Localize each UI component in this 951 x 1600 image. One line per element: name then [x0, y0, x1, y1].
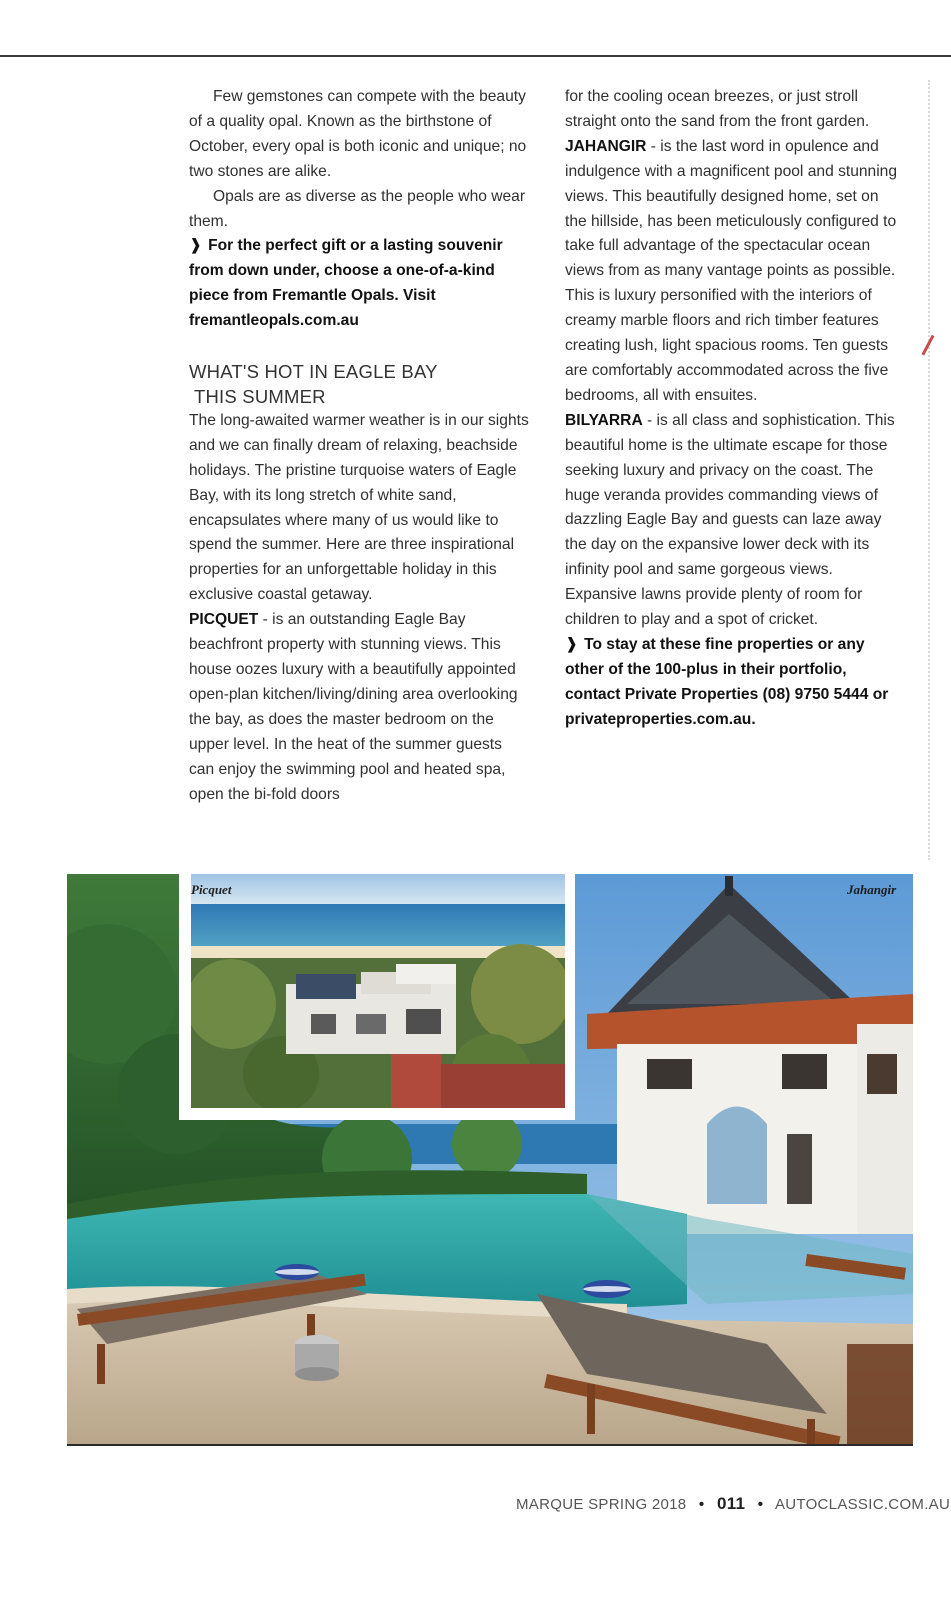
website-url: AUTOCLASSIC.COM.AU — [774, 1496, 951, 1513]
opals-paragraph: Opals are as diverse as the people who wear them. — [189, 187, 526, 230]
private-properties-callout-text: To stay at these fine properties or any other of the 100-plus in their portfolio, contact Private Properties (08) 9750 5444 or privateproperties.com.au. — [565, 635, 889, 728]
picquet-paragraph — [189, 608, 529, 807]
page-number: 011 — [716, 1494, 746, 1513]
page-footer — [516, 1494, 950, 1514]
intro-paragraph: Few gemstones can compete with the beauty of a quality opal. Known as the birthstone of October, every opal is both iconic and unique; no two stones are alike. — [189, 88, 527, 180]
top-rule — [0, 55, 951, 57]
page-edge-mark — [921, 335, 941, 360]
private-properties-callout — [565, 633, 901, 733]
picquet-text: - is an outstanding Eagle Bay beachfront property with stunning views. This house oozes luxury with a beautifully appointed open-plan kitchen/living/dining area overlooking the bay, as does the master bedroom on the upper level. In the heat of the summer guests can enjoy the swimming pool and heated spa, open the bi-fold doors — [189, 611, 518, 803]
callout-arrow-icon: ❱ — [565, 635, 579, 653]
article-left-column — [189, 85, 529, 807]
bilyarra-name: BILYARRA — [565, 411, 643, 429]
jahangir-paragraph — [565, 135, 901, 409]
bilyarra-paragraph — [565, 409, 901, 633]
jahangir-text: - is the last word in opulence and indulgence with a magnificent pool and stunning views. This beautifully designed home, set on the hillside, has been meticulously configured to take full advantage of the spectacular ocean views from as many vantage points as possible. This is luxury personified with the interiors of creamy marble floors and rich timber features creating lush, light spacious rooms. Ten guests are comfortably accommodated across the five bedrooms, all with ensuites. — [565, 137, 898, 404]
jahangir-name: JAHANGIR — [565, 137, 647, 155]
picquet-aerial-photo — [191, 874, 565, 1108]
picquet-caption: Picquet — [191, 882, 232, 897]
photo-bottom-rule — [67, 1444, 913, 1446]
bilyarra-text: - is all class and sophistication. This beautiful home is the ultimate escape for those seeking luxury and privacy on the coast. The huge veranda provides commanding views of dazzling Eagle Bay and guests can laze away the day on the expansive lower deck with its infinity pool and same gorgeous views. Expansive lawns provide plenty of room for children to play and a spot of cricket. — [565, 411, 895, 629]
footer-separator: • — [698, 1496, 705, 1513]
fremantle-callout-text: For the perfect gift or a lasting souvenir from down under, choose a one-of-a-kind piece from Fremantle Opals. Visit fremantleopals.com.au — [189, 237, 503, 330]
callout-arrow-icon: ❱ — [189, 237, 203, 255]
section-heading — [189, 359, 529, 409]
article-right-column — [565, 85, 901, 733]
footer-separator: • — [757, 1496, 764, 1513]
fremantle-callout — [189, 234, 529, 334]
section-heading-line2: THIS SUMMER — [194, 385, 326, 407]
picquet-name: PICQUET — [189, 611, 259, 629]
jahangir-caption: Jahangir — [847, 882, 897, 897]
picquet-continued-paragraph: for the cooling ocean breezes, or just stroll straight onto the sand from the front garden. — [565, 88, 870, 130]
page-edge-dots — [928, 80, 932, 860]
section-heading-line1: WHAT'S HOT IN EAGLE BAY — [189, 360, 438, 382]
magazine-issue: MARQUE SPRING 2018 — [516, 1496, 687, 1513]
picquet-photo-frame — [179, 874, 575, 1120]
eagle-bay-paragraph: The long-awaited warmer weather is in our sights and we can finally dream of relaxing, beachside holidays. The pristine turquoise waters of Eagle Bay, with its long stretch of white sand, encapsulates where many of us would like to spend the summer. Here are three inspirational properties for an unforgettable holiday in this exclusive coastal getaway. — [189, 411, 529, 604]
property-photo-spread — [67, 874, 913, 1446]
